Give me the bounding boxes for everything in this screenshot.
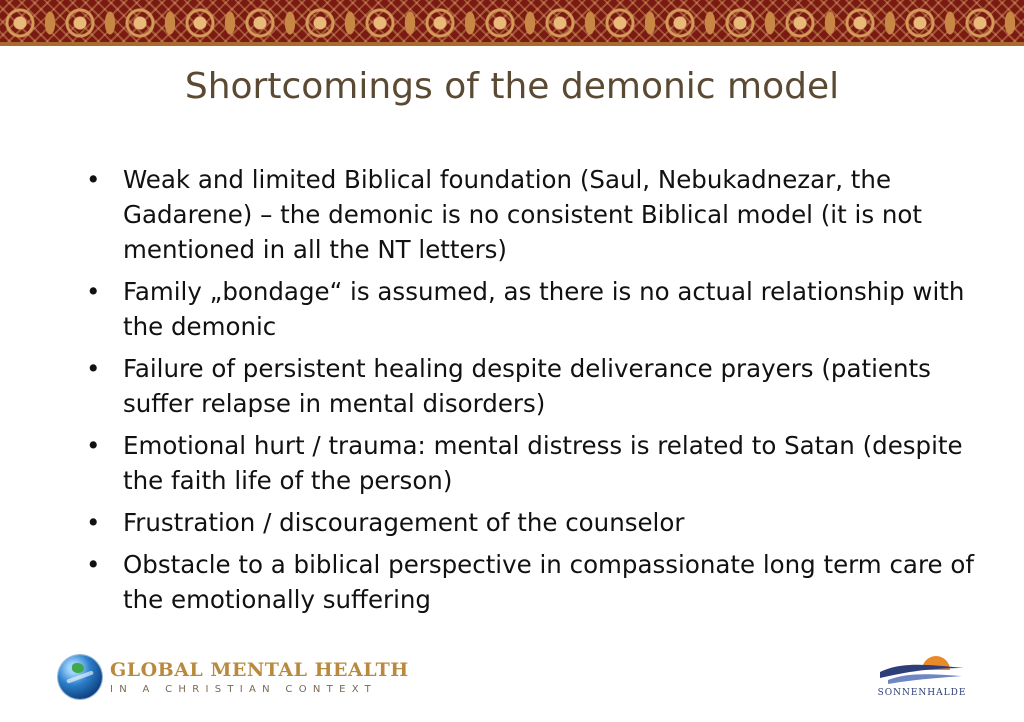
bullet-item [86, 274, 996, 344]
bullet-item [86, 428, 996, 498]
bullet-marker: • [86, 431, 101, 460]
logo-name: SONNENHALDE [877, 688, 967, 698]
bullet-marker: • [86, 165, 101, 194]
globe-icon [58, 655, 102, 699]
bullet-item [86, 351, 996, 421]
bullet-text: Emotional hurt / trauma: mental distress is related to Satan (despite the faith life of the person) [123, 431, 963, 495]
logo-tagline: IN A CHRISTIAN CONTEXT [110, 684, 378, 695]
global-mental-health-logo [58, 655, 409, 703]
logo-name: GLOBAL MENTAL HEALTH [110, 659, 409, 681]
bullet-marker: • [86, 550, 101, 579]
bullet-text: Family „bondage“ is assumed, as there is no actual relationship with the demonic [123, 277, 965, 341]
bullet-marker: • [86, 508, 101, 537]
bullet-item [86, 505, 996, 540]
bullet-item [86, 162, 996, 267]
ornamental-banner [0, 0, 1024, 46]
bullet-text: Failure of persistent healing despite deliverance prayers (patients suffer relapse in mental disorders) [123, 354, 931, 418]
bullet-list [86, 162, 996, 624]
slide-title: Shortcomings of the demonic model [184, 66, 840, 107]
bullet-marker: • [86, 277, 101, 306]
waves-sun-icon [878, 652, 966, 686]
bullet-text: Obstacle to a biblical perspective in compassionate long term care of the emotionally suffering [123, 550, 974, 614]
sonnenhalde-logo [872, 652, 972, 704]
bullet-item [86, 547, 996, 617]
bullet-text: Frustration / discouragement of the counselor [123, 508, 685, 537]
bullet-text: Weak and limited Biblical foundation (Saul, Nebukadnezar, the Gadarene) – the demonic is no consistent Biblical model (it is not mentioned in all the NT letters) [123, 165, 922, 264]
bullet-marker: • [86, 354, 101, 383]
